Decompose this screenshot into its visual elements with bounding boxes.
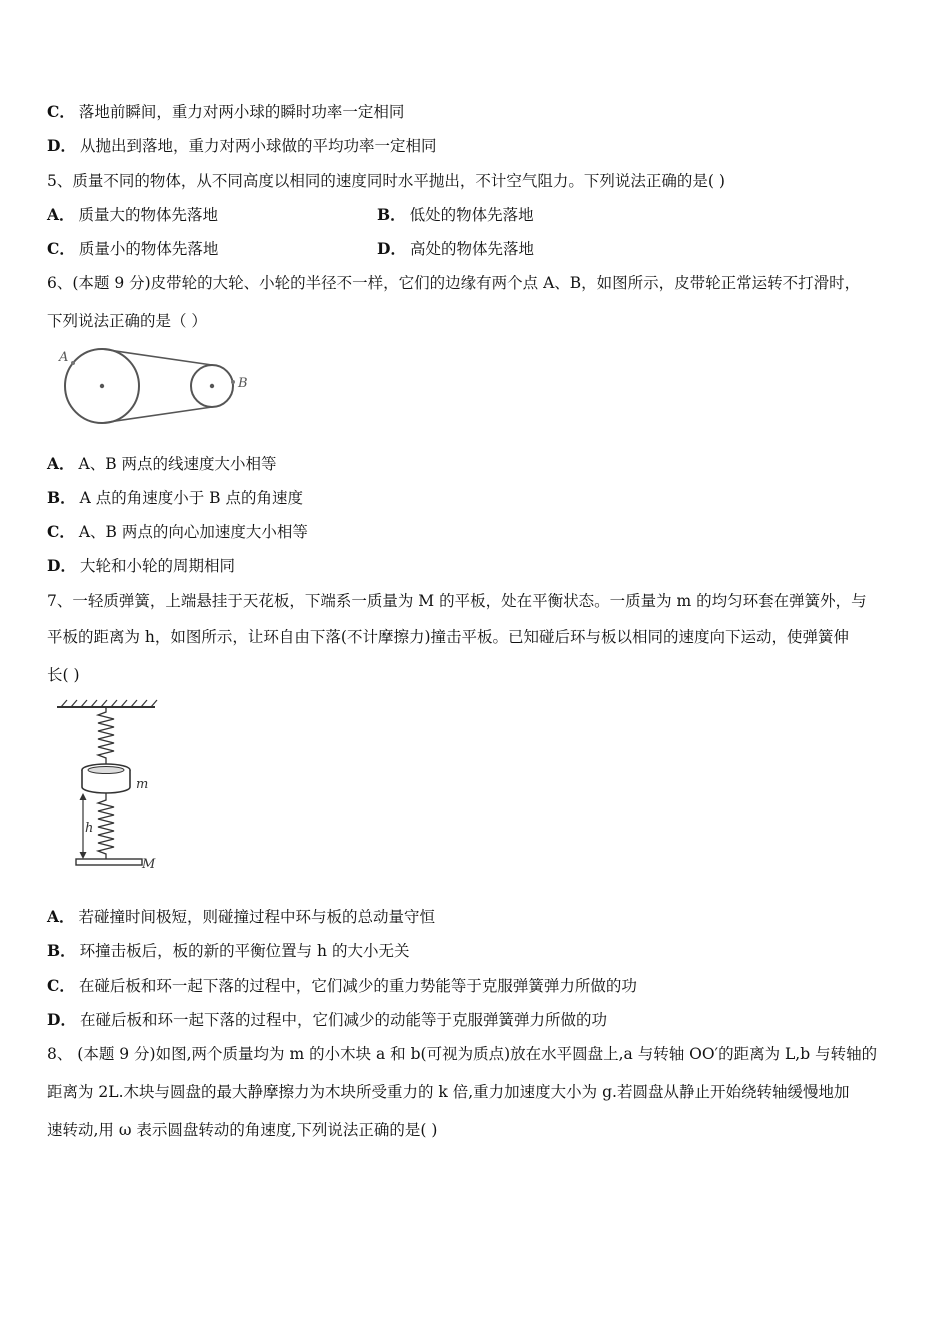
option-text: 若碰撞时间极短，则碰撞过程中环与板的总动量守恒 (78, 908, 436, 926)
h-arrow-bottom (80, 852, 87, 859)
option-label: C． (47, 522, 75, 541)
q4-option-d (47, 136, 436, 156)
option-label: D． (47, 1010, 76, 1029)
option-text: 大轮和小轮的周期相同 (79, 557, 235, 575)
option-label: D． (47, 556, 76, 575)
large-wheel-center (100, 384, 104, 388)
option-text: 落地前瞬间，重力对两小球的瞬时功率一定相同 (78, 103, 405, 121)
spring-lower (98, 793, 114, 859)
q6-option-d (47, 556, 235, 576)
q8-stem-line2: 距离为 2L.木块与圆盘的最大静摩擦力为木块所受重力的 k 倍,重力加速度大小为 g.若圆盘从静止开始绕转轴缓慢地加 (47, 1083, 850, 1101)
q5-stem: 5、质量不同的物体，从不同高度以相同的速度同时水平抛出，不计空气阻力。下列说法正确的是( ) (47, 172, 725, 190)
option-text: 低处的物体先落地 (409, 206, 534, 224)
option-label: A． (47, 205, 75, 224)
q7-option-b (47, 941, 409, 961)
option-text: 从抛出到落地，重力对两小球做的平均功率一定相同 (79, 137, 437, 155)
option-text: A、B 两点的向心加速度大小相等 (78, 523, 308, 541)
spring-ring-figure (45, 698, 165, 874)
h-arrow-top (80, 793, 87, 800)
option-text: 高处的物体先落地 (409, 240, 534, 258)
point-b-dot (231, 380, 235, 384)
q6-option-a (47, 454, 277, 474)
q7-option-d (47, 1010, 607, 1030)
label-big-m: M (142, 857, 156, 872)
label-a: A (59, 350, 69, 365)
ceiling-hatch (61, 700, 157, 707)
q5-option-c (47, 239, 218, 259)
q8-stem-line1: 8、 (本题 9 分)如图,两个质量均为 m 的小木块 a 和 b(可视为质点)放在水平圆盘上,a 与转轴 OO′的距离为 L,b 与转轴的 (47, 1045, 878, 1063)
option-text: 在碰后板和环一起下落的过程中，它们减少的重力势能等于克服弹簧弹力所做的功 (78, 977, 637, 995)
option-label: B． (377, 205, 406, 224)
option-label: B． (47, 941, 76, 960)
option-text: A、B 两点的线速度大小相等 (78, 455, 277, 473)
option-label: B． (47, 488, 76, 507)
q5-option-b (377, 205, 534, 225)
q7-option-c (47, 976, 637, 996)
plate-m (76, 859, 142, 865)
belt-pulley-figure (55, 345, 260, 430)
ring-hole (88, 767, 124, 774)
label-m: m (136, 777, 149, 792)
point-a-dot (71, 361, 75, 365)
option-text: A 点的角速度小于 B 点的角速度 (79, 489, 303, 507)
option-label: A． (47, 907, 75, 926)
option-text: 质量大的物体先落地 (78, 206, 219, 224)
option-label: D． (377, 239, 406, 258)
option-label: C． (47, 239, 75, 258)
label-h: h (85, 821, 94, 836)
q6-stem-line1: 6、(本题 9 分)皮带轮的大轮、小轮的半径不一样，它们的边缘有两个点 A、B，如图所示，皮带轮正常运转不打滑时， (47, 274, 861, 292)
option-text: 在碰后板和环一起下落的过程中，它们减少的动能等于克服弹簧弹力所做的功 (79, 1011, 607, 1029)
label-b: B (238, 376, 248, 391)
small-wheel-center (210, 384, 214, 388)
belt-upper (102, 349, 212, 365)
q8-stem-line3: 速转动,用 ω 表示圆盘转动的角速度,下列说法正确的是( ) (47, 1121, 438, 1139)
q6-stem-line2: 下列说法正确的是（ ） (47, 312, 207, 330)
belt-lower (102, 407, 212, 423)
q7-stem-line3: 长( ) (47, 666, 80, 684)
option-label: C． (47, 976, 75, 995)
option-text: 质量小的物体先落地 (78, 240, 219, 258)
option-label: A． (47, 454, 75, 473)
q6-option-c (47, 522, 308, 542)
q5-option-d (377, 239, 534, 259)
q5-option-a (47, 205, 218, 225)
option-label: C． (47, 102, 75, 121)
q4-option-c (47, 102, 404, 122)
spring-upper (98, 707, 114, 766)
q6-option-b (47, 488, 303, 508)
q7-stem-line1: 7、一轻质弹簧，上端悬挂于天花板，下端系一质量为 M 的平板，处在平衡状态。一质量为 m 的均匀环套在弹簧外，与 (47, 592, 867, 610)
option-text: 环撞击板后，板的新的平衡位置与 h 的大小无关 (79, 942, 410, 960)
q7-option-a (47, 907, 435, 927)
q7-stem-line2: 平板的距离为 h，如图所示，让环自由下落(不计摩擦力)撞击平板。已知碰后环与板以相同的速度向下运动，使弹簧伸 (47, 628, 850, 646)
option-label: D． (47, 136, 76, 155)
